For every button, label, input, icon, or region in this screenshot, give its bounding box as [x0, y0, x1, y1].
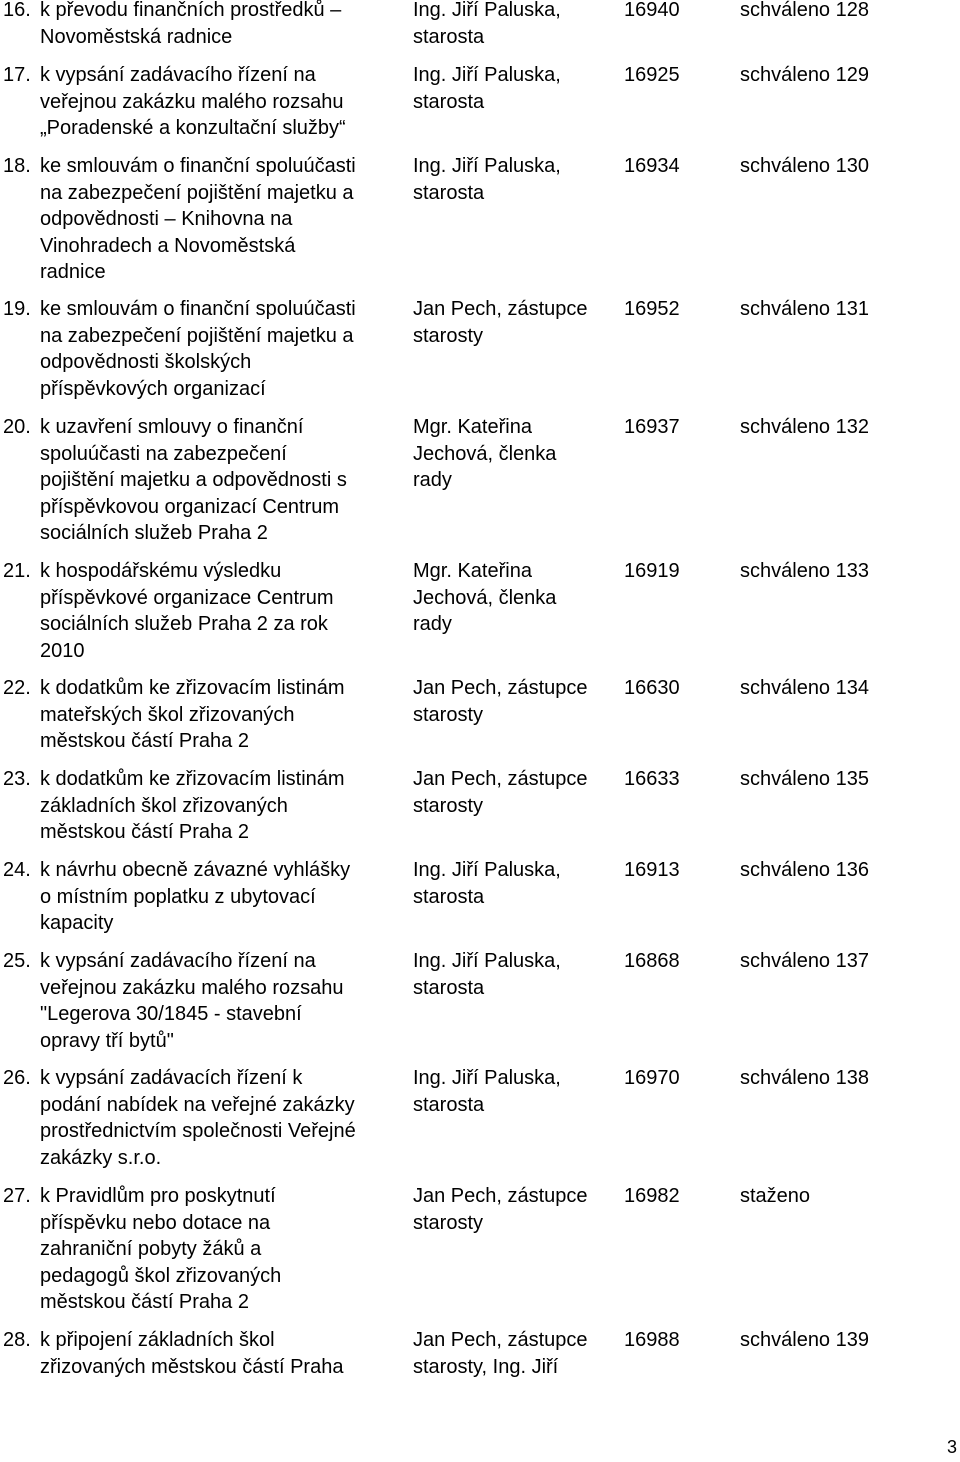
item-subject: k uzavření smlouvy o finanční spoluúčasti na zabezpečení pojištění majetku a odpovědnosti s příspěvkovou organizací Centrum sociálních služeb Praha 2: [40, 416, 347, 544]
item-reference-number: 16934: [624, 155, 680, 177]
item-result: schváleno 130: [740, 155, 869, 177]
item-proposer: Jan Pech, zástupce starosty, Ing. Jiří: [413, 1329, 588, 1378]
item-number: 24.: [3, 859, 31, 881]
item-reference-number: 16952: [624, 298, 680, 320]
item-proposer: Ing. Jiří Paluska, starosta: [413, 0, 561, 48]
item-reference-number: 16970: [624, 1067, 680, 1089]
item-reference-number: 16925: [624, 64, 680, 86]
item-result: schváleno 137: [740, 950, 869, 972]
item-number: 20.: [3, 416, 31, 438]
item-proposer: Jan Pech, zástupce starosty: [413, 768, 588, 817]
item-reference-number: 16988: [624, 1329, 680, 1351]
item-number: 27.: [3, 1185, 31, 1207]
item-reference-number: 16982: [624, 1185, 680, 1207]
item-reference-number: 16937: [624, 416, 680, 438]
item-proposer: Ing. Jiří Paluska, starosta: [413, 950, 561, 999]
item-result: schváleno 129: [740, 64, 869, 86]
item-subject: k převodu finančních prostředků – Novoměstská radnice: [40, 0, 342, 48]
item-subject: k dodatkům ke zřizovacím listinám základních škol zřizovaných městskou částí Praha 2: [40, 768, 345, 843]
item-subject: k dodatkům ke zřizovacím listinám mateřských škol zřizovaných městskou částí Praha 2: [40, 677, 345, 752]
item-subject: k vypsání zadávacího řízení na veřejnou zakázku malého rozsahu „Poradenské a konzultační služby“: [40, 64, 346, 139]
item-number: 18.: [3, 155, 31, 177]
item-subject: k vypsání zadávacího řízení na veřejnou zakázku malého rozsahu "Legerova 30/1845 - stavební opravy tří bytů": [40, 950, 344, 1052]
item-result: schváleno 132: [740, 416, 869, 438]
item-reference-number: 16630: [624, 677, 680, 699]
item-proposer: Ing. Jiří Paluska, starosta: [413, 1067, 561, 1116]
item-result: schváleno 133: [740, 560, 869, 582]
item-result: schváleno 134: [740, 677, 869, 699]
item-result: schváleno 138: [740, 1067, 869, 1089]
item-result: schváleno 131: [740, 298, 869, 320]
item-result: schváleno 136: [740, 859, 869, 881]
item-result: staženo: [740, 1185, 811, 1207]
item-subject: ke smlouvám o finanční spoluúčasti na zabezpečení pojištění majetku a odpovědnosti – Knihovna na Vinohradech a Novoměstská radnice: [40, 155, 356, 283]
item-reference-number: 16633: [624, 768, 680, 790]
item-proposer: Ing. Jiří Paluska, starosta: [413, 859, 561, 908]
item-number: 28.: [3, 1329, 31, 1351]
item-number: 16.: [3, 0, 31, 21]
item-proposer: Jan Pech, zástupce starosty: [413, 298, 588, 347]
item-subject: k připojení základních škol zřizovaných městskou částí Praha: [40, 1329, 344, 1378]
item-number: 25.: [3, 950, 31, 972]
item-reference-number: 16919: [624, 560, 680, 582]
item-proposer: Ing. Jiří Paluska, starosta: [413, 64, 561, 113]
item-number: 17.: [3, 64, 31, 86]
item-reference-number: 16868: [624, 950, 680, 972]
item-subject: k hospodářskému výsledku příspěvkové organizace Centrum sociálních služeb Praha 2 za rok 2010: [40, 560, 334, 662]
item-proposer: Ing. Jiří Paluska, starosta: [413, 155, 561, 204]
item-result: schváleno 139: [740, 1329, 869, 1351]
page-number: 3: [947, 1437, 958, 1457]
item-number: 23.: [3, 768, 31, 790]
item-number: 21.: [3, 560, 31, 582]
item-subject: ke smlouvám o finanční spoluúčasti na zabezpečení pojištění majetku a odpovědnosti školských příspěvkových organizací: [40, 298, 356, 400]
item-subject: k vypsání zadávacích řízení k podání nabídek na veřejné zakázky prostřednictvím společnosti Veřejné zakázky s.r.o.: [40, 1067, 356, 1169]
item-subject: k návrhu obecně závazné vyhlášky o místním poplatku z ubytovací kapacity: [40, 859, 351, 934]
item-reference-number: 16913: [624, 859, 680, 881]
item-proposer: Mgr. Kateřina Jechová, členka rady: [413, 416, 557, 491]
item-number: 22.: [3, 677, 31, 699]
item-result: schváleno 135: [740, 768, 869, 790]
item-subject: k Pravidlům pro poskytnutí příspěvku nebo dotace na zahraniční pobyty žáků a pedagogů škol zřizovaných městskou částí Praha 2: [40, 1185, 282, 1313]
item-reference-number: 16940: [624, 0, 680, 21]
item-proposer: Jan Pech, zástupce starosty: [413, 1185, 588, 1234]
item-number: 19.: [3, 298, 31, 320]
item-number: 26.: [3, 1067, 31, 1089]
item-result: schváleno 128: [740, 0, 869, 21]
item-proposer: Mgr. Kateřina Jechová, členka rady: [413, 560, 557, 635]
item-proposer: Jan Pech, zástupce starosty: [413, 677, 588, 726]
